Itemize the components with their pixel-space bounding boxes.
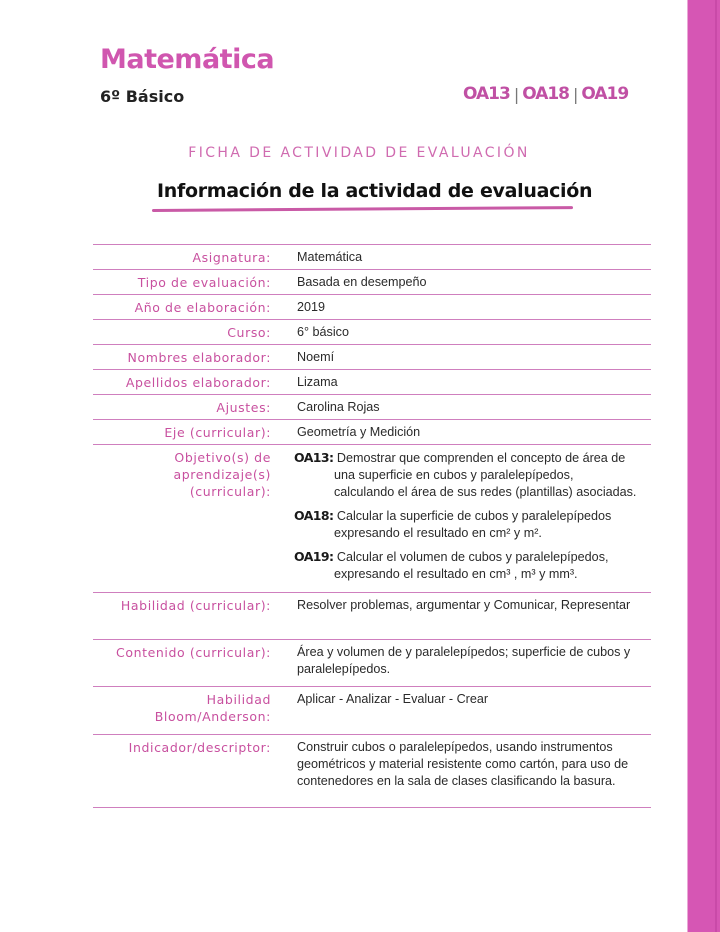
objective-code: OA19:: [294, 549, 334, 564]
table-row-nombres-elaborador: [93, 345, 651, 370]
objective-text: Calcular el volumen de cubos y paralelepípedos,: [336, 550, 609, 564]
label-line: Bloom/Anderson:: [154, 709, 271, 724]
grade-label: 6º Básico: [100, 87, 185, 106]
objective-text: Calcular la superficie de cubos y paralelepípedos: [336, 509, 612, 523]
table-row-contenido-curricular: [93, 640, 651, 687]
oa-separator: |: [573, 84, 578, 104]
objective-text: expresando el resultado en cm³ , m³ y mm³.: [334, 567, 578, 581]
objective-text: Demostrar que comprenden el concepto de área de: [336, 451, 626, 465]
objective-text: calculando el área de sus redes (plantillas) asociadas.: [334, 485, 637, 499]
subject-title: Matemática: [100, 44, 275, 75]
row-value: Matemática: [297, 250, 363, 264]
oa-separator: |: [513, 84, 519, 104]
label-line: Habilidad: [206, 692, 271, 707]
row-label: Habilidad (curricular):: [120, 598, 271, 613]
row-value: Basada en desempeño: [297, 275, 427, 289]
row-label: Año de elaboración:: [134, 300, 271, 315]
oa-code: OA18: [522, 84, 570, 104]
document-type-label: FICHA DE ACTIVIDAD DE EVALUACIÓN: [188, 145, 530, 161]
row-value: Área y volumen de y paralelepípedos; superficie de cubos y paralelepípedos.: [297, 645, 631, 676]
table-row-objetivos: [93, 445, 651, 593]
table-row-asignatura: [93, 245, 651, 270]
row-label: Asignatura:: [192, 250, 271, 265]
table-row-habilidad-curricular: [93, 593, 651, 640]
decorative-side-bar: [687, 0, 720, 932]
row-value: Carolina Rojas: [297, 400, 380, 414]
oa-code: OA19: [581, 84, 629, 104]
objective-code: OA18:: [294, 508, 334, 523]
objectives-list: [294, 445, 651, 593]
row-value: Resolver problemas, argumentar y Comunicar, Representar: [297, 598, 631, 612]
table-row-tipo-evaluacion: [93, 270, 651, 295]
row-value: Geometría y Medición: [297, 425, 421, 439]
table-row-curso: [93, 320, 651, 345]
row-value: 2019: [297, 300, 326, 314]
oa-code: OA13: [463, 84, 510, 104]
objective-oa13: [294, 449, 641, 501]
row-value: 6° básico: [297, 325, 349, 339]
table-row-indicador-descriptor: [93, 735, 651, 808]
row-label: Nombres elaborador:: [127, 350, 271, 365]
row-label: [93, 445, 297, 593]
row-value: Noemí: [297, 350, 335, 364]
table-row-apellidos-elaborador: [93, 370, 651, 395]
objective-oa19: [294, 548, 641, 583]
row-label: Tipo de evaluación:: [137, 275, 271, 290]
objective-oa18: [294, 507, 641, 542]
label-line: (curricular):: [189, 484, 271, 499]
table-row-habilidad-bloom: [93, 687, 651, 735]
row-label: Eje (curricular):: [164, 425, 271, 440]
title-underline: [152, 206, 573, 212]
label-line: aprendizaje(s): [173, 467, 271, 482]
row-label: Apellidos elaborador:: [125, 375, 271, 390]
objective-text: una superficie en cubos y paralelepípedos,: [334, 468, 574, 482]
objective-text: expresando el resultado en cm² y m².: [334, 526, 542, 540]
row-label: Contenido (curricular):: [116, 645, 271, 660]
table-row-eje-curricular: [93, 420, 651, 445]
oa-codes: [463, 84, 628, 104]
row-value: Construir cubos o paralelepípedos, usando instrumentos geométricos y material resistente como cartón, para uso de contenedores en la sala de clases clasificando la basura.: [297, 740, 629, 788]
table-row-ajustes: [93, 395, 651, 420]
row-label: Curso:: [227, 325, 271, 340]
label-line: Objetivo(s) de: [174, 450, 271, 465]
activity-info-table: [93, 244, 651, 808]
row-value: Lizama: [297, 375, 338, 389]
row-label: [93, 687, 297, 735]
table-row-anio-elaboracion: [93, 295, 651, 320]
row-label: Ajustes:: [216, 400, 271, 415]
section-title: Información de la actividad de evaluación: [157, 180, 593, 202]
document-type: [0, 144, 720, 162]
objective-code: OA13:: [294, 450, 334, 465]
row-value: Aplicar - Analizar - Evaluar - Crear: [297, 692, 489, 706]
row-label: Indicador/descriptor:: [128, 740, 271, 755]
